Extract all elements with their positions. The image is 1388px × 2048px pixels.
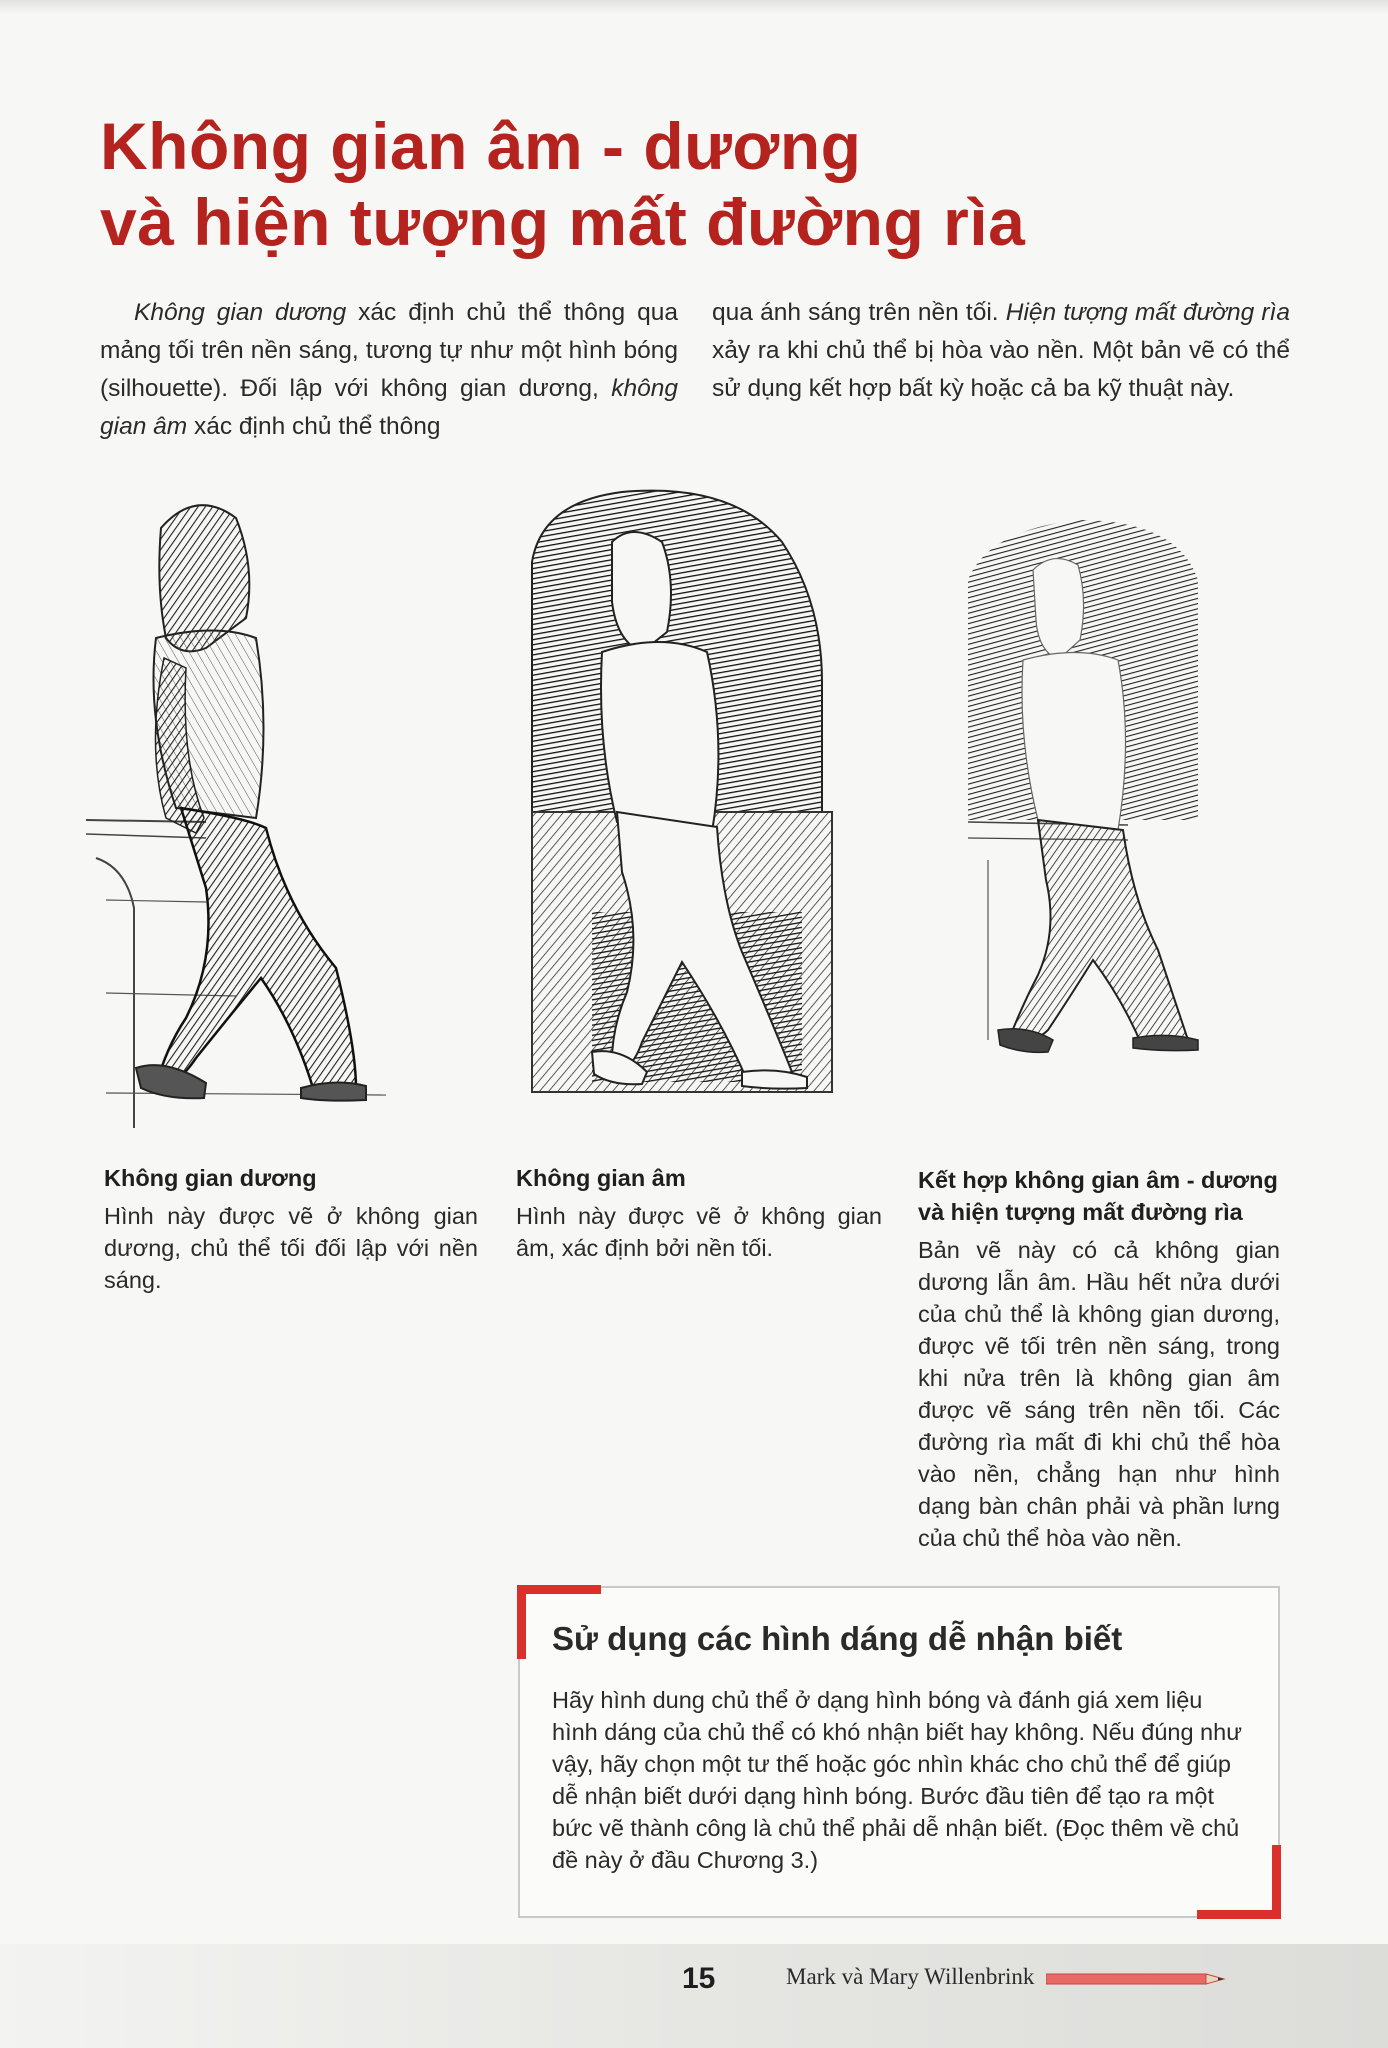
tip-corner-top-left-v (517, 1585, 526, 1659)
title-line-1: Không gian âm - dương (100, 109, 862, 183)
caption-title-combined-line1: Kết hợp không gian âm - dương (918, 1167, 1278, 1193)
page-title (100, 108, 1200, 260)
sketch-combined-space (928, 520, 1278, 1080)
caption-title-positive: Không gian dương (104, 1165, 317, 1191)
author-name: Mark và Mary Willenbrink (786, 1964, 1035, 1989)
pencil-icon (1046, 1968, 1236, 1995)
caption-text-combined: Bản vẽ này có cả không gian dương lẫn âm. Hầu hết nửa dưới của chủ thể là không gian dương, được vẽ tối trên nền sáng, trong khi nửa trên là không gian âm được vẽ sáng trên nền tối. Các đường rìa mất đi khi chủ thể hòa vào nền, chẳng hạn như hình dạng bàn chân phải và phần lưng của chủ thể hòa vào nền. (918, 1237, 1280, 1551)
intro-text-3: qua ánh sáng trên nền tối. (712, 299, 1006, 326)
intro-text-2: xác định chủ thể thông (187, 413, 441, 440)
title-line-2: và hiện tượng mất đường rìa (100, 185, 1026, 259)
intro-text-4: xảy ra khi chủ thể bị hòa vào nền. Một bản vẽ có thể sử dụng kết hợp bất kỳ hoặc cả ba kỹ thuật này. (712, 337, 1290, 402)
intro-column-right (712, 294, 1290, 408)
tip-corner-top-left-h (517, 1585, 601, 1594)
intro-column-left (100, 294, 678, 446)
tip-corner-bottom-right-h (1197, 1910, 1281, 1919)
caption-text-positive: Hình này được vẽ ở không gian dương, chủ thể tối đối lập với nền sáng. (104, 1203, 478, 1293)
page-top-shadow (0, 0, 1388, 14)
tip-corner-bottom-right-v (1272, 1845, 1281, 1919)
caption-title-negative: Không gian âm (516, 1165, 686, 1191)
caption-title-combined-line2: và hiện tượng mất đường rìa (918, 1199, 1243, 1225)
intro-term-negative-space: không gian âm (100, 375, 678, 440)
sketch-positive-space (86, 488, 456, 1138)
tip-box (518, 1586, 1280, 1918)
page-number: 15 (682, 1962, 716, 1995)
intro-term-positive-space: Không gian dương (134, 299, 347, 326)
footer-bar (0, 1944, 1388, 2048)
tip-text: Hãy hình dung chủ thể ở dạng hình bóng và đánh giá xem liệu hình dáng của chủ thể có khó nhận biết hay không. Nếu đúng như vậy, hãy chọn một tư thế hoặc góc nhìn khác cho chủ thể để giúp dễ nhận biết dưới dạng hình bóng. Bước đầu tiên để tạo ra một bức vẽ thành công là chủ thể phải dễ nhận biết. (Đọc thêm về chủ đề này ở đầu Chương 3.) (552, 1687, 1242, 1873)
caption-text-negative: Hình này được vẽ ở không gian âm, xác định bởi nền tối. (516, 1203, 882, 1261)
intro-term-lost-edges: Hiện tượng mất đường rìa (1005, 299, 1290, 326)
sketch-negative-space (502, 482, 852, 1132)
tip-title: Sử dụng các hình dáng dễ nhận biết (552, 1620, 1123, 1657)
caption-title-combined (918, 1164, 1278, 1228)
intro-text-1: xác định chủ thể thông qua mảng tối trên nền sáng, tương tự như một hình bóng (silhouette). Đối lập với không gian dương, (100, 299, 678, 402)
